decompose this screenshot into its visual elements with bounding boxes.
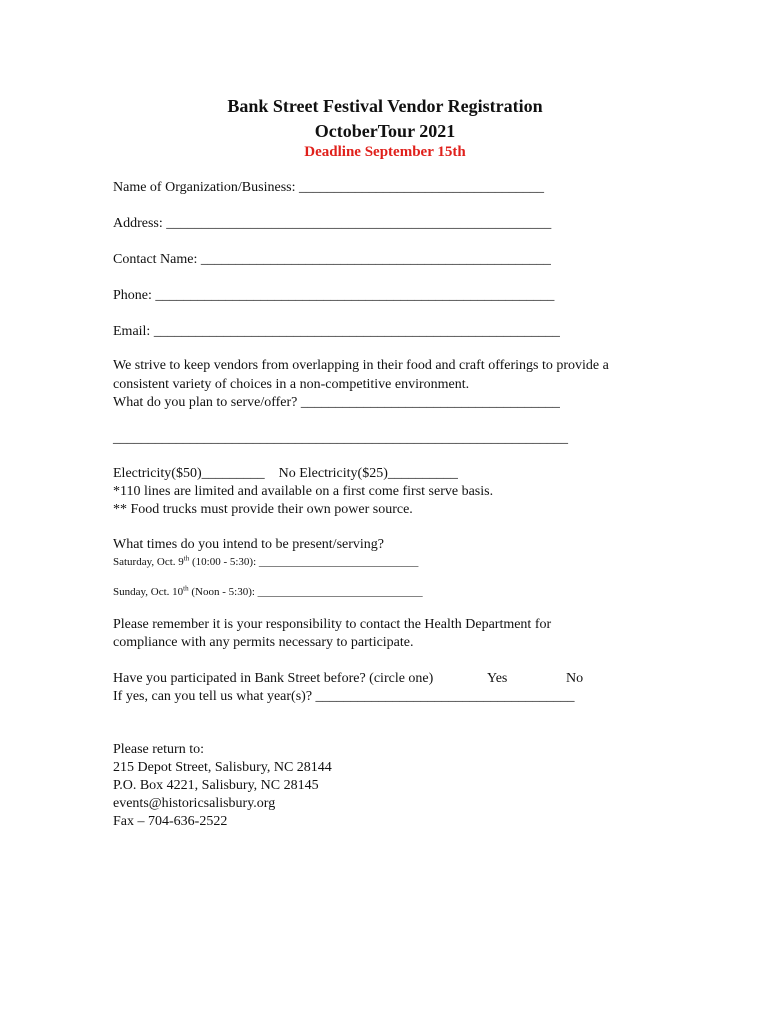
sunday-date: Sunday, Oct. 10	[113, 586, 184, 598]
electricity-options[interactable]: Electricity($50)_________ No Electricity($25)__________	[113, 466, 458, 481]
deadline-notice: Deadline September 15th	[304, 144, 466, 160]
times-question: What times do you intend to be present/serving?	[113, 537, 384, 552]
return-email: events@historicsalisbury.org	[113, 796, 276, 811]
return-po-box: P.O. Box 4221, Salisbury, NC 28145	[113, 778, 319, 793]
electricity-note-food-trucks: ** Food trucks must provide their own power source.	[113, 502, 413, 517]
phone-field[interactable]: Phone: _________________________________________________________	[113, 288, 555, 303]
saturday-date-suffix: th	[183, 554, 190, 563]
offerings-text-line2: consistent variety of choices in a non-competitive environment.	[113, 377, 470, 392]
serve-offer-field[interactable]: What do you plan to serve/offer? _____________________________________	[113, 395, 560, 410]
organization-field[interactable]: Name of Organization/Business: ___________________________________	[113, 180, 544, 195]
email-field[interactable]: Email: __________________________________________________________	[113, 324, 560, 339]
return-street-address: 215 Depot Street, Salisbury, NC 28144	[113, 760, 332, 775]
contact-name-field[interactable]: Contact Name: __________________________________________________	[113, 252, 551, 267]
electricity-note-110-lines: *110 lines are limited and available on a first come first serve basis.	[113, 484, 494, 499]
address-field[interactable]: Address: _______________________________________________________	[113, 216, 552, 231]
saturday-hours-blank: (10:00 - 5:30): _____________________________	[189, 556, 419, 568]
sunday-date-suffix: th	[183, 584, 189, 593]
sunday-hours-blank: (Noon - 5:30): ______________________________	[188, 586, 423, 598]
participation-yes-option[interactable]: Yes	[487, 671, 508, 686]
form-title-line2: OctoberTour 2021	[314, 121, 456, 141]
return-label: Please return to:	[113, 742, 204, 757]
return-fax: Fax – 704-636-2522	[113, 814, 228, 829]
participation-question: Have you participated in Bank Street before? (circle one)	[113, 671, 434, 686]
saturday-time-field[interactable]	[113, 553, 418, 571]
participation-no-option[interactable]: No	[566, 671, 584, 686]
offerings-text-line1: We strive to keep vendors from overlapping in their food and craft offerings to provide a	[113, 358, 609, 373]
sunday-time-field[interactable]	[113, 583, 423, 601]
participation-years-field[interactable]: If yes, can you tell us what year(s)? _____________________________________	[113, 689, 575, 704]
health-notice-line1: Please remember it is your responsibility to contact the Health Department for	[113, 617, 552, 632]
form-title-line1: Bank Street Festival Vendor Registration	[227, 96, 543, 116]
saturday-date: Saturday, Oct. 9	[113, 556, 184, 568]
serve-offer-blank-line[interactable]: _________________________________________________________________	[113, 431, 568, 446]
health-notice-line2: compliance with any permits necessary to participate.	[113, 635, 414, 650]
